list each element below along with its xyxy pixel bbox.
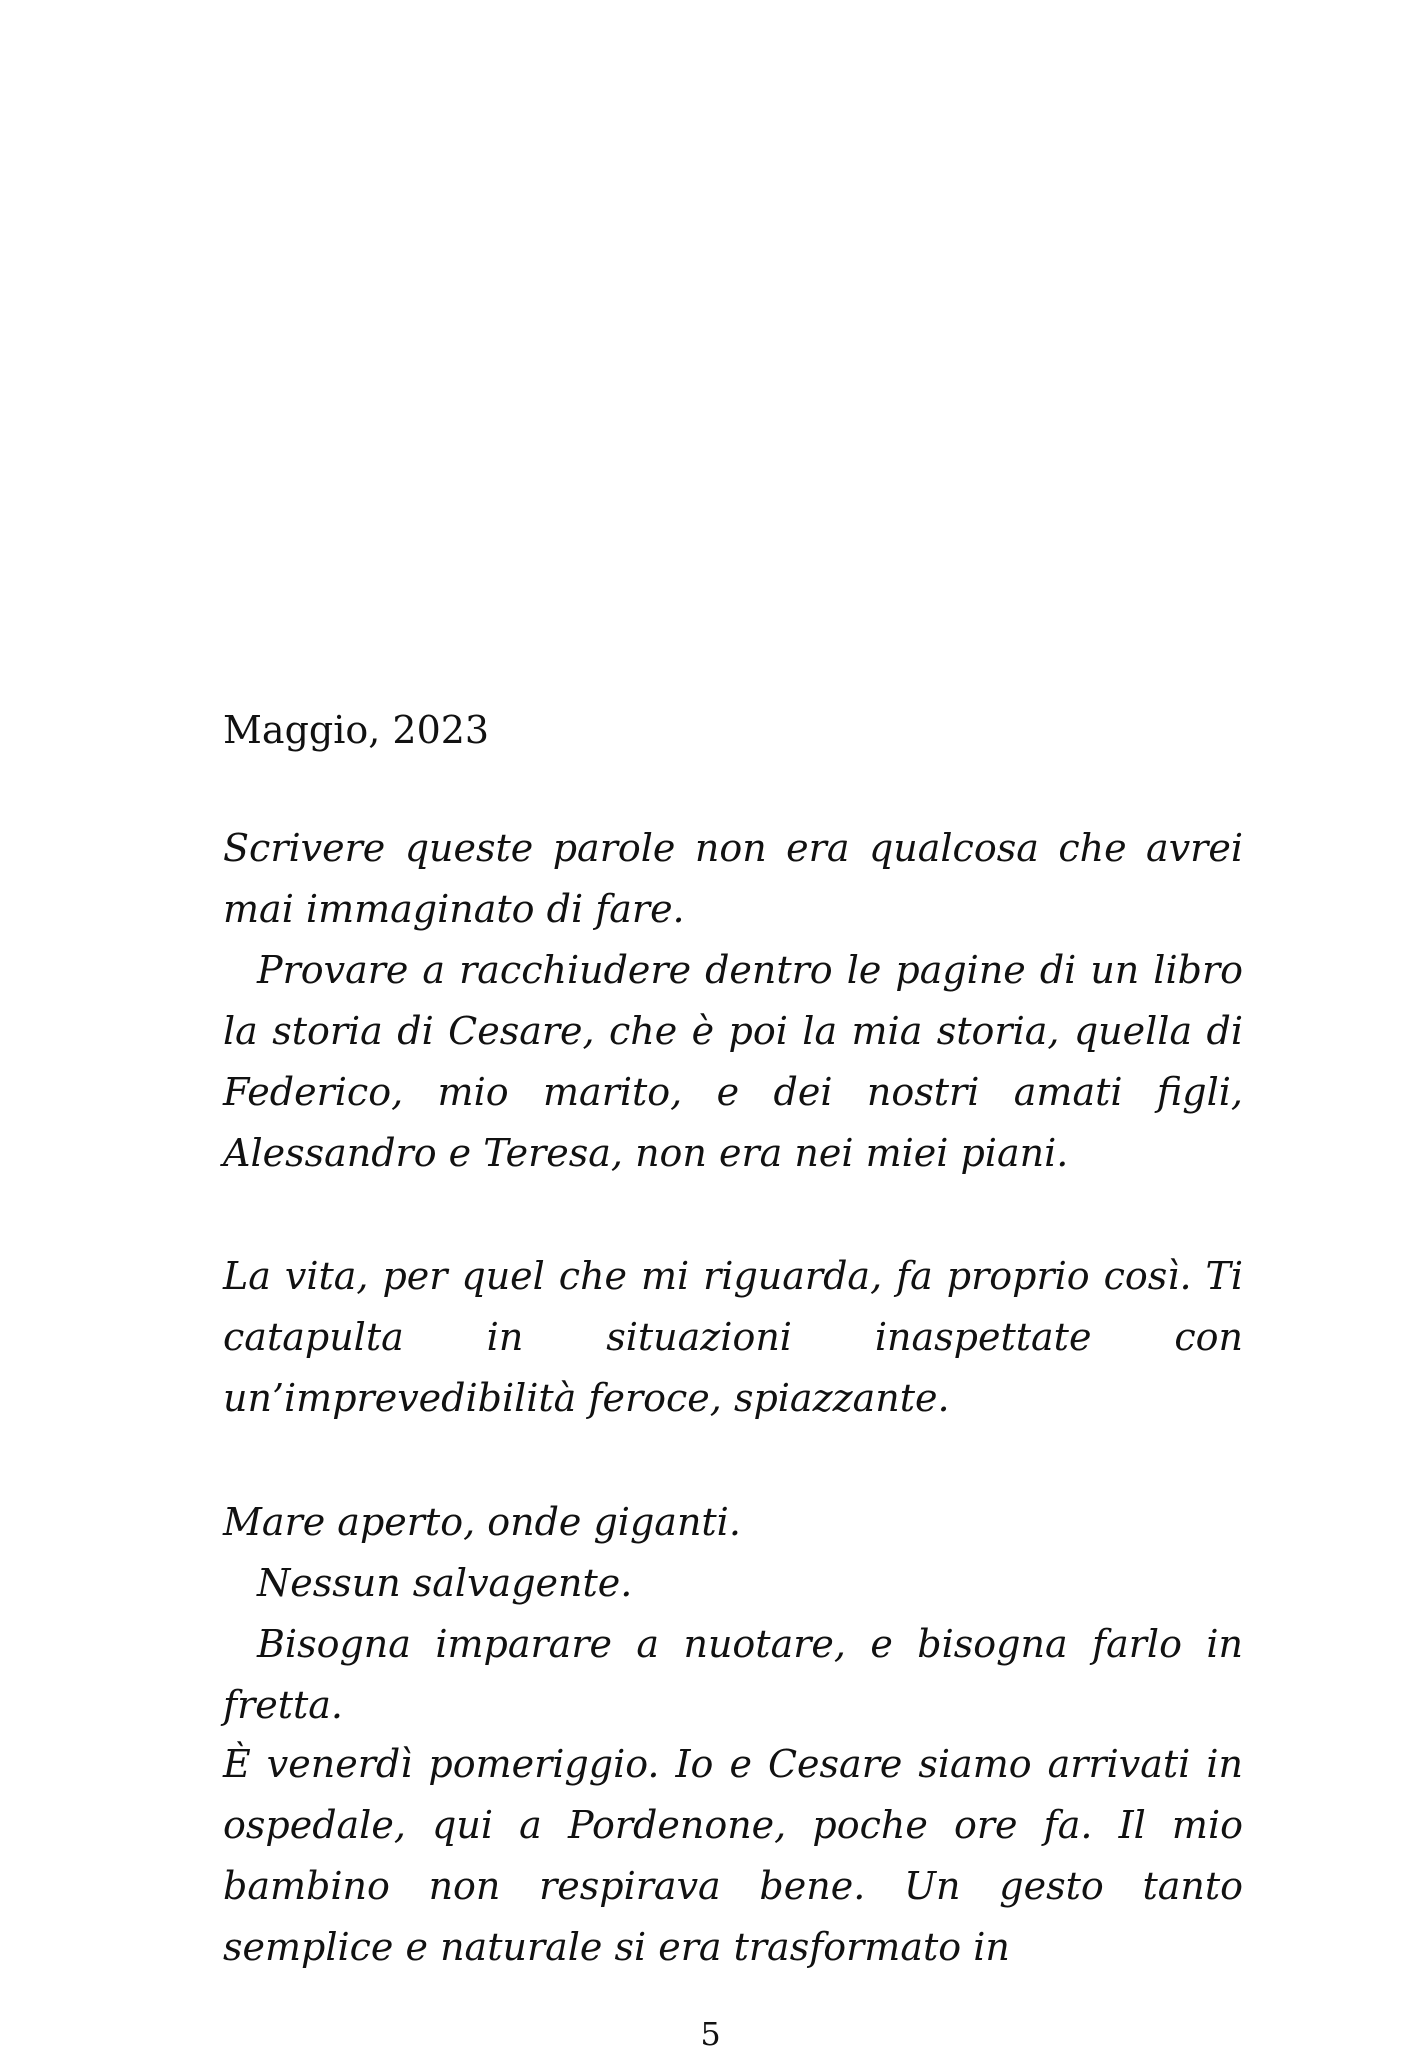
paragraph-1-line-2: Provare a racchiudere dentro le pagine di un libro la storia di Cesare, che è poi la mia storia, quella di Federico, mio marito, e dei nostri amati figli, Alessandro e Teresa, non era nei miei piani. bbox=[223, 948, 1243, 1175]
paragraph-4 bbox=[223, 1734, 1243, 1978]
paragraph-4-text: È venerdì pomeriggio. Io e Cesare siamo arrivati in ospedale, qui a Pordenone, poche ore fa. Il mio bambino non respirava bene. Un gesto tanto semplice e naturale si era trasformato in bbox=[223, 1742, 1243, 1969]
paragraph-3-line-2 bbox=[223, 1553, 1243, 1614]
paragraph-2-text: La vita, per quel che mi riguarda, fa proprio così. Ti catapulta in situazioni inaspettate con un’imprevedibilità feroce, spiazzante. bbox=[223, 1254, 1243, 1420]
paragraph-2 bbox=[223, 1246, 1243, 1429]
paragraph-3-line-3 bbox=[223, 1614, 1243, 1736]
paragraph-3-text-2: Nessun salvagente. bbox=[257, 1561, 633, 1605]
paragraph-1 bbox=[223, 818, 1243, 1184]
paragraph-3-text-1: Mare aperto, onde giganti. bbox=[223, 1500, 741, 1544]
paragraph-3-line-1 bbox=[223, 1492, 1243, 1553]
date-heading: Maggio, 2023 bbox=[223, 708, 490, 752]
paragraph-3-text-3: Bisogna imparare a nuotare, e bisogna farlo in fretta. bbox=[223, 1622, 1243, 1727]
paragraph-1-line-1: Scrivere queste parole non era qualcosa che avrei mai immaginato di fare. bbox=[223, 826, 1243, 931]
page-number: 5 bbox=[700, 2015, 721, 2053]
